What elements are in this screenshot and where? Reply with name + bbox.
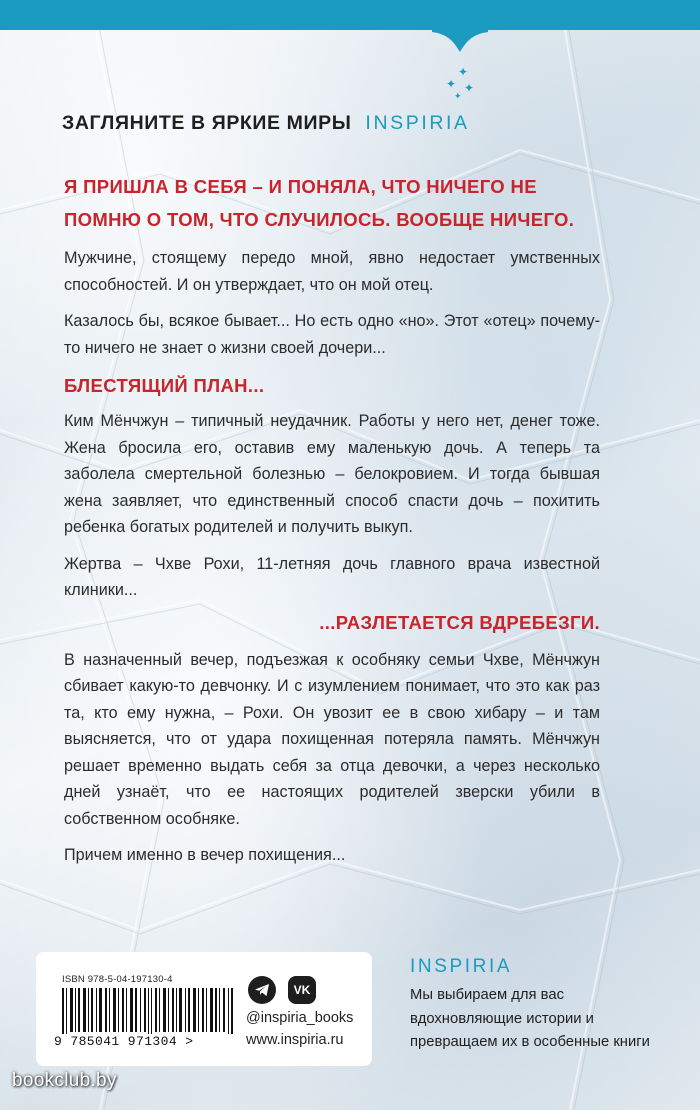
- isbn-box: [36, 952, 372, 1066]
- bookmark-notch-icon: [432, 30, 488, 52]
- footer-brand-logo: INSPIRIA: [410, 956, 513, 977]
- header: [62, 108, 542, 138]
- paragraph-5: В назначенный вечер, подъезжая к особняку семьи Чхве, Мёнчжун сбивает какую-то девчонку. И с изумлением понимает, что это как раз та, кто ему нужна, – Рохи. Он увозит ее в свою хибару – и там выясняется, что от удара похищенная потеряла память. Мёнчжун решает временно выдать себя за отца девочки, а через несколько дней узнаёт, что ее настоящих родителей зверски убили в собственном особняке.: [64, 650, 600, 828]
- watermark: bookclub.by: [12, 1070, 117, 1091]
- header-brand-logo: INSPIRIA: [365, 111, 470, 134]
- telegram-icon[interactable]: [248, 976, 276, 1004]
- paragraph-2: Казалось бы, всякое бывает... Но есть одно «но». Этот «отец» почему-то ничего не знает о жизни своей дочери...: [64, 312, 600, 357]
- isbn-label: ISBN 978-5-04-197130-4: [62, 974, 173, 985]
- paragraph-3: Ким Мёнчжун – типичный неудачник. Работы у него нет, денег тоже. Жена бросила его, оставив ему маленькую дочь. А теперь та заболела смертельной болезнью – белокровием. И тогда бывшая жена заявляет, что единственный способ спасти дочь – похитить ребенка богатых родителей и получить выкуп.: [64, 412, 600, 536]
- headline-amnesia: Я ПРИШЛА В СЕБЯ – И ПОНЯЛА, ЧТО НИЧЕГО НЕ ПОМНЮ О ТОМ, ЧТО СЛУЧИЛОСЬ. ВООБЩЕ НИЧЕГО.: [64, 176, 575, 230]
- vk-icon[interactable]: VK: [288, 976, 316, 1004]
- headline-shatters: ...РАЗЛЕТАЕТСЯ ВДРЕБЕЗГИ.: [319, 611, 600, 633]
- headline-plan: БЛЕСТЯЩИЙ ПЛАН...: [64, 375, 265, 396]
- top-color-bar: [0, 0, 700, 30]
- paragraph-6: Причем именно в вечер похищения...: [64, 846, 346, 864]
- header-heading: ЗАГЛЯНИТЕ В ЯРКИЕ МИРЫ: [62, 111, 352, 134]
- paragraph-1: Мужчине, стоящему передо мной, явно недостает умственных способностей. И он утверждает, что он мой отец.: [64, 249, 600, 294]
- social-icons: [248, 976, 328, 1006]
- footer-slogan: Мы выбираем для вас вдохновляющие истории и превращаем их в особенные книги: [410, 987, 650, 1050]
- sparkles-icon: ✦ ✦ ✦ ✦: [446, 65, 475, 101]
- blurb: [64, 170, 600, 869]
- social-handle[interactable]: @inspiria_books: [246, 1010, 354, 1026]
- barcode-number: 9 785041 971304 >: [54, 1034, 240, 1050]
- website-link[interactable]: www.inspiria.ru: [246, 1032, 344, 1048]
- paragraph-4: Жертва – Чхве Рохи, 11-летняя дочь главного врача известной клиники...: [64, 554, 600, 599]
